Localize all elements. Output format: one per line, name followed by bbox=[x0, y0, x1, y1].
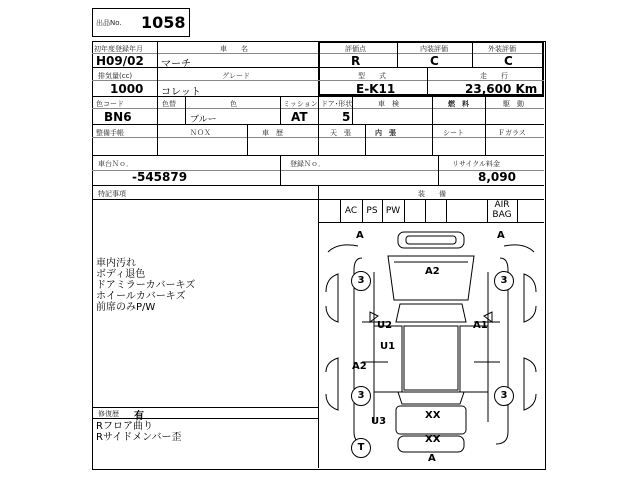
car-name-label: 車 名 bbox=[220, 45, 248, 53]
front-glass-label: Ｆガラス bbox=[498, 129, 526, 137]
door-label: ドア･形状 bbox=[321, 100, 353, 108]
equipment-pw: PW bbox=[385, 206, 401, 216]
fuel-label: 燃 料 bbox=[448, 100, 469, 108]
car-name-value: マーチ bbox=[161, 59, 191, 70]
chassis-label: 車台Ｎｏ． bbox=[98, 160, 133, 168]
note-line: ボディ退色 bbox=[96, 269, 146, 280]
color-value: ブルー bbox=[190, 115, 217, 125]
repair-list bbox=[96, 421, 181, 443]
interior-score-value: C bbox=[430, 54, 439, 68]
note-line: 前席のみP/W bbox=[96, 302, 156, 313]
wheel-rear-right: 3 bbox=[494, 386, 514, 406]
inspection-label: 車 検 bbox=[378, 100, 399, 108]
exterior-score-value: C bbox=[504, 54, 513, 68]
color-label: 色 bbox=[230, 100, 237, 108]
note-line: ホイールカバーキズ bbox=[96, 291, 186, 302]
color-change-label: 色替 bbox=[162, 100, 176, 108]
inner-panel-label: 内 張 bbox=[375, 129, 396, 137]
interior-score-label: 内装評価 bbox=[420, 45, 448, 53]
note-line: 車内汚れ bbox=[96, 258, 136, 269]
wheel-front-left: 3 bbox=[351, 271, 371, 291]
recycle-value: 8,090 bbox=[478, 170, 516, 184]
model-value: E-K11 bbox=[356, 82, 396, 96]
history-label: 車 歴 bbox=[262, 129, 283, 137]
wheel-rear-left: 3 bbox=[351, 386, 371, 406]
ceiling-label: 天 張 bbox=[330, 129, 351, 137]
spare-tire: T bbox=[351, 438, 371, 458]
notes-list bbox=[96, 258, 195, 313]
notes-label: 特記事項 bbox=[98, 190, 126, 198]
mark-left-door: U2 bbox=[377, 320, 393, 331]
mission-label: ミッション bbox=[283, 100, 318, 108]
grade-value: コレット bbox=[161, 87, 201, 98]
repair-value: 有 bbox=[134, 411, 144, 422]
reg-date-label: 初年度登録年月 bbox=[94, 45, 143, 53]
mark-rear-left-door: A2 bbox=[352, 361, 367, 372]
seat-label: シート bbox=[443, 129, 464, 137]
chassis-value: -545879 bbox=[132, 170, 188, 184]
lot-number-box bbox=[92, 8, 190, 37]
registration-label: 登録Ｎｏ． bbox=[290, 160, 325, 168]
mark-trunk-1: XX bbox=[425, 410, 441, 421]
door-value: 5 bbox=[342, 110, 351, 124]
mission-value: AT bbox=[291, 110, 308, 124]
note-line: ドアミラーカバーキズ bbox=[96, 280, 196, 291]
repair-line: Rサイドメンバー歪 bbox=[96, 432, 182, 443]
mark-center: U1 bbox=[380, 341, 396, 352]
mark-rear-left: U3 bbox=[371, 416, 387, 427]
mark-front-left: A bbox=[356, 230, 364, 241]
grade-label: グレード bbox=[222, 72, 250, 80]
mark-right-door: A1 bbox=[473, 320, 488, 331]
equipment-label: 装 備 bbox=[418, 190, 446, 198]
lot-number-label: 出品No. bbox=[96, 19, 122, 27]
equipment-airbag: AIR BAG bbox=[492, 200, 512, 220]
mileage-label: 走 行 bbox=[480, 72, 508, 80]
wheel-front-right: 3 bbox=[494, 271, 514, 291]
recycle-label: リサイクル料金 bbox=[452, 160, 501, 168]
mark-rear-bottom: A bbox=[428, 453, 436, 464]
equipment-ac: AC bbox=[344, 206, 358, 216]
repair-label: 修復歴 bbox=[98, 410, 119, 418]
equipment-ps: PS bbox=[366, 206, 378, 216]
lot-number-value: 1058 bbox=[141, 13, 186, 32]
model-label: 型 式 bbox=[358, 72, 386, 80]
car-damage-diagram bbox=[318, 222, 544, 468]
mark-hood: A2 bbox=[425, 266, 440, 277]
color-code-value: BN6 bbox=[104, 110, 132, 124]
exterior-score-label: 外装評価 bbox=[488, 45, 516, 53]
nox-label: ＮＯＸ bbox=[190, 129, 211, 137]
mark-front-right: A bbox=[497, 230, 505, 241]
score-label: 評価点 bbox=[345, 45, 366, 53]
displacement-label: 排気量(cc) bbox=[98, 72, 133, 80]
manual-label: 整備手帳 bbox=[96, 129, 124, 137]
mileage-value: 23,600 Km bbox=[465, 82, 538, 96]
repair-line: Rフロア曲り bbox=[96, 421, 153, 432]
drive-label: 駆 動 bbox=[503, 100, 524, 108]
color-code-label: 色コード bbox=[96, 100, 124, 108]
reg-date-value: H09/02 bbox=[96, 54, 144, 68]
mark-trunk-2: XX bbox=[425, 434, 441, 445]
displacement-value: 1000 bbox=[110, 82, 144, 96]
score-value: R bbox=[351, 54, 361, 68]
